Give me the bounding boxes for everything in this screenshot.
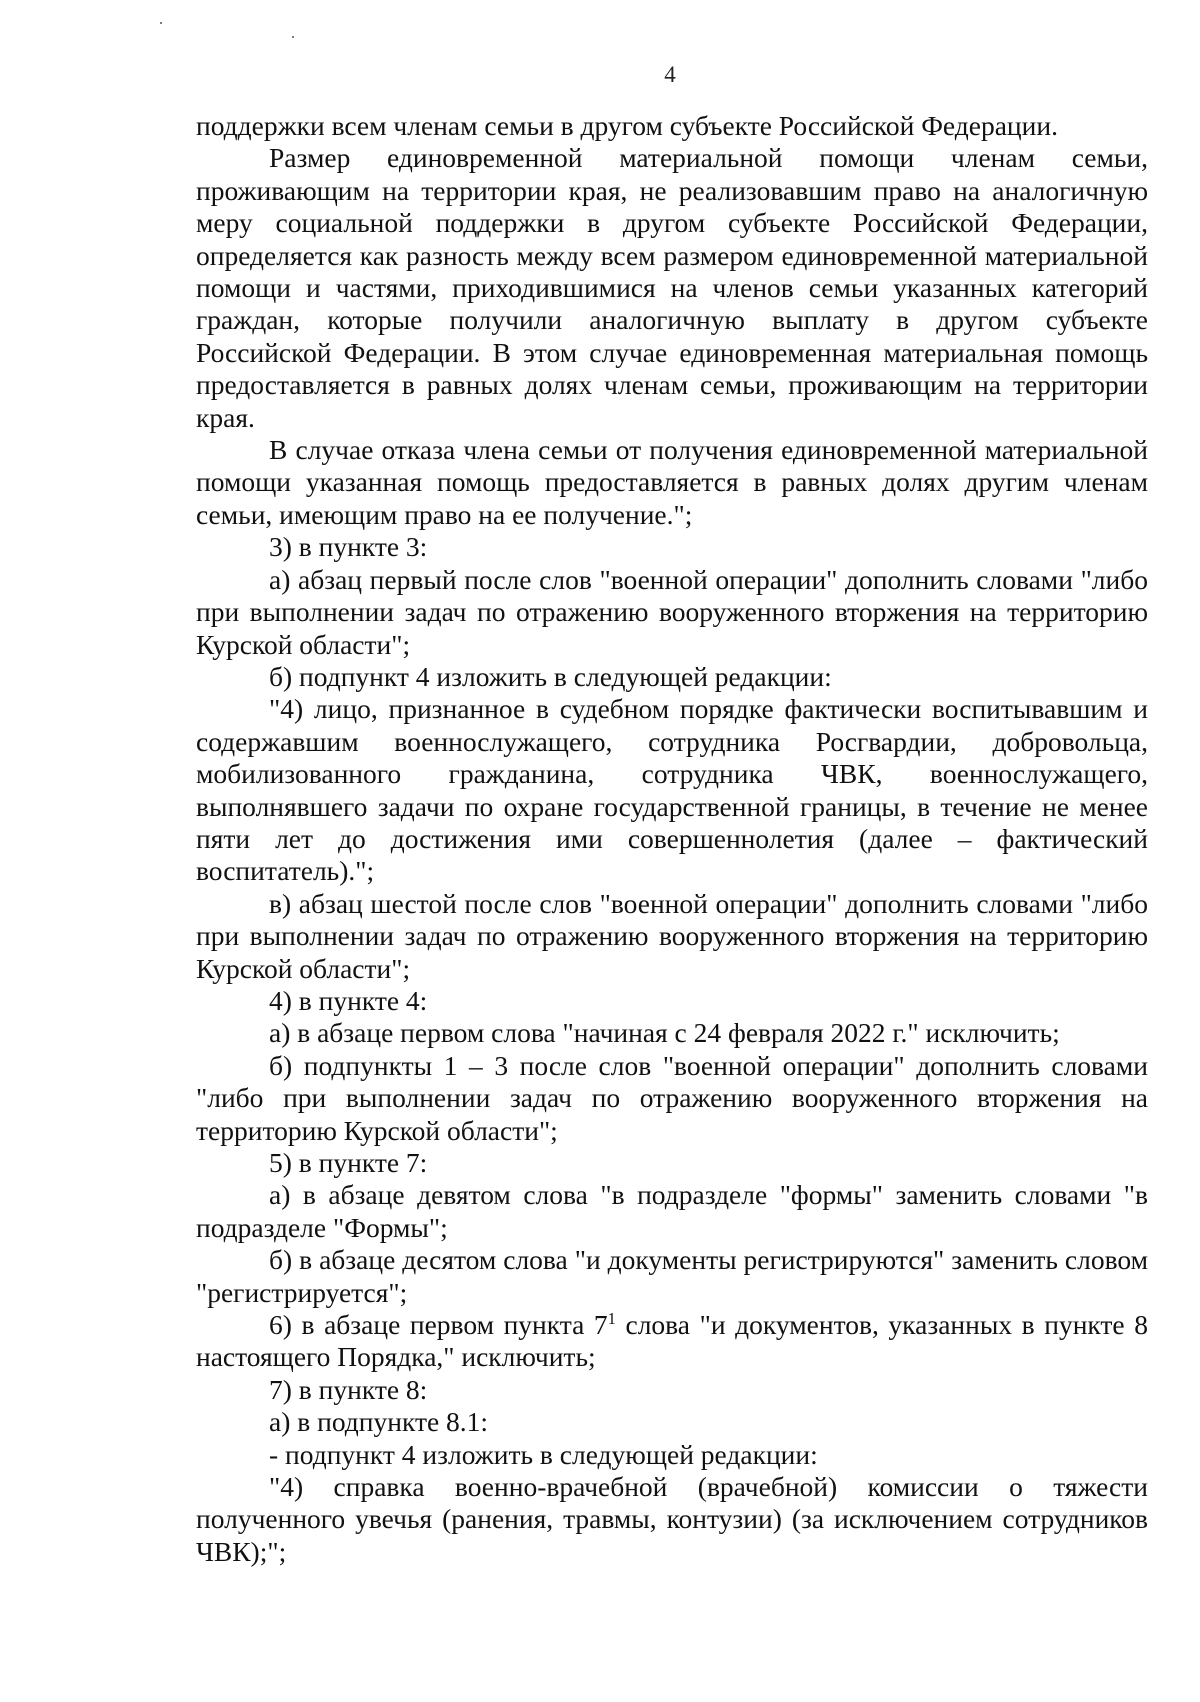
paragraph-item-3: 3) в пункте 3: bbox=[269, 531, 428, 563]
paragraph-refusal-case: В случае отказа члена семьи от получения единовременной материальной помощи указанная помощь предоставляется в равных долях другим членам семьи, имеющим право на ее получение."; bbox=[196, 434, 1148, 530]
paragraph-item-7a-dash: - подпункт 4 изложить в следующей редакции: bbox=[269, 1438, 818, 1470]
paragraph-subitem-4-text: "4) лицо, признанное в судебном порядке фактически воспитывавшим и содержавшим военнослужащего, сотрудника Росгвардии, добровольца, мобилизованного гражданина, сотрудника ЧВК, военнослужащего, выполнявшего задачи по охране государственной границы, в течение не менее пяти лет до достижения ими совершеннолетия (далее – фактический воспитатель)."; bbox=[196, 693, 1148, 887]
item-6-text-start: 6) в абзаце первом пункта 7 bbox=[269, 1309, 608, 1341]
item-6-text-end: слова "и документов, указанных в пункте 8 настоящего Порядка," исключить; bbox=[196, 1309, 1148, 1373]
superscript-mark: 1 bbox=[607, 1308, 616, 1328]
paragraph-item-7a: а) в подпункте 8.1: bbox=[269, 1406, 489, 1438]
page-number: 4 bbox=[664, 62, 676, 87]
paragraph-item-6 bbox=[196, 1309, 1148, 1374]
paragraph-item-3b: б) подпункт 4 изложить в следующей редакции: bbox=[269, 660, 832, 692]
paragraph-item-5: 5) в пункте 7: bbox=[269, 1147, 428, 1178]
paragraph-assistance-size: Размер единовременной материальной помощи членам семьи, проживающим на территории края, не реализовавшим право на аналогичную меру социальной поддержки в другом субъекте Российской Федерации, определяется как разность между всем размером единовременной материальной помощи и частями, приходившимися на членов семьи указанных категорий граждан, которые получили аналогичную выплату в другом субъекте Российской Федерации. В этом случае единовременная материальная помощь предоставляется в равных долях членам семьи, проживающим на территории края. bbox=[196, 142, 1148, 433]
paragraph-item-3v: в) абзац шестой после слов "военной операции" дополнить словами "либо при выполнении задач по отражению вооруженного вторжения на территорию Курской области"; bbox=[196, 887, 1148, 984]
paragraph-item-4b: б) подпункты 1 – 3 после слов "военной операции" дополнить словами "либо при выполнении задач по отражению вооруженного вторжения на территорию Курской области"; bbox=[196, 1049, 1148, 1146]
paragraph-item-5a: а) в абзаце девятом слова "в подразделе "формы" заменить словами "в подразделе "Формы"; bbox=[196, 1179, 1148, 1243]
paragraph-item-7: 7) в пункте 8: bbox=[269, 1373, 428, 1405]
scan-speck bbox=[292, 36, 294, 38]
paragraph-certificate-text: "4) справка военно-врачебной (врачебной) комиссии о тяжести полученного увечья (ранения, травмы, контузии) (за исключением сотрудников ЧВК);"; bbox=[196, 1471, 1148, 1567]
paragraph-item-4: 4) в пункте 4: bbox=[269, 984, 428, 1016]
scan-speck bbox=[160, 22, 162, 24]
paragraph-item-5b: б) в абзаце десятом слова "и документы регистрируются" заменить словом "регистрируется"; bbox=[196, 1244, 1148, 1308]
paragraph-item-3a: а) абзац первый после слов "военной операции" дополнить словами "либо при выполнении задач по отражению вооруженного вторжения на территорию Курской области"; bbox=[196, 563, 1148, 660]
paragraph-continuation: поддержки всем членам семьи в другом субъекте Российской Федерации. bbox=[196, 110, 1058, 141]
paragraph-item-4a: а) в абзаце первом слова "начиная с 24 февраля 2022 г." исключить; bbox=[269, 1017, 1060, 1049]
document-body bbox=[196, 110, 1148, 1568]
